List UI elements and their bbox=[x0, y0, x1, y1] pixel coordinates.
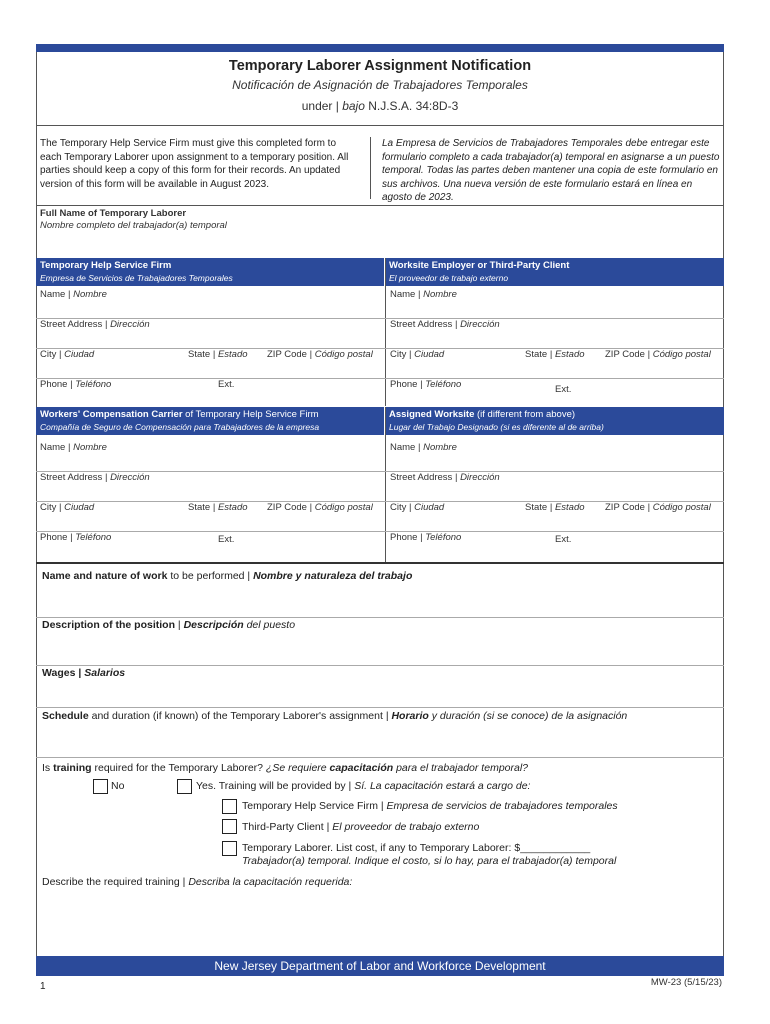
assigned-name-label-es: Nombre bbox=[423, 442, 457, 453]
training-thirdparty-label bbox=[242, 821, 479, 833]
describe-en: Describe the required training | bbox=[42, 876, 189, 888]
thsf-state-label-es: Estado bbox=[217, 349, 248, 360]
thsf-phone-label-es: Teléfono bbox=[75, 379, 112, 390]
field-divider bbox=[36, 757, 724, 758]
worksite-phone-label-en: Phone | bbox=[390, 379, 426, 390]
work-nature-label[interactable] bbox=[42, 570, 412, 582]
worksite-street-label[interactable] bbox=[390, 319, 500, 330]
describe-es: Describa la capacitación requerida: bbox=[188, 876, 353, 888]
form-title: Temporary Laborer Assignment Notification bbox=[228, 58, 532, 74]
training-yes-en: Yes. Training will be provided by | bbox=[196, 780, 355, 792]
work-nature-es: Nombre y naturaleza del trabajo bbox=[253, 570, 413, 582]
worksite-title bbox=[389, 260, 569, 271]
training-no-label: No bbox=[111, 780, 125, 792]
thsf-state-label[interactable] bbox=[188, 349, 248, 360]
assigned-street-label[interactable] bbox=[390, 472, 500, 483]
wcc-state-label[interactable] bbox=[188, 502, 248, 513]
thsf-state-label-en: State | bbox=[188, 349, 218, 360]
worksite-city-label[interactable] bbox=[390, 349, 444, 360]
training-q-pre: Is bbox=[42, 762, 54, 774]
thsf-phone-label-en: Phone | bbox=[40, 379, 76, 390]
wcc-title bbox=[40, 409, 319, 420]
wages-es: Salarios bbox=[84, 667, 126, 679]
statute-under-en: under | bbox=[301, 99, 343, 113]
wcc-city-label-es: Ciudad bbox=[64, 502, 95, 513]
field-divider bbox=[36, 707, 724, 708]
wages-label[interactable] bbox=[42, 667, 125, 679]
worksite-phone-label[interactable] bbox=[390, 379, 461, 390]
thsf-city-label[interactable] bbox=[40, 349, 94, 360]
assigned-street-label-en: Street Address | bbox=[390, 472, 461, 483]
assigned-section-header bbox=[385, 407, 724, 435]
wcc-city-label[interactable] bbox=[40, 502, 94, 513]
wcc-state-label-es: Estado bbox=[217, 502, 248, 513]
wcc-street-label[interactable] bbox=[40, 472, 150, 483]
statute-under-es: bajo bbox=[342, 99, 365, 113]
wcc-street-label-es: Dirección bbox=[110, 472, 150, 483]
statute-line bbox=[36, 99, 724, 113]
opt1-en: Temporary Help Service Firm | bbox=[242, 800, 387, 812]
assigned-title-rest: (if different from above) bbox=[474, 409, 576, 420]
opt3-es: Trabajador(a) temporal. Indique el costo, si lo hay, para el trabajador(a) temporal bbox=[242, 855, 617, 867]
thsf-phone-label[interactable] bbox=[40, 379, 111, 390]
wcc-name-label-es: Nombre bbox=[73, 442, 107, 453]
desc-es-rest: del puesto bbox=[243, 619, 296, 631]
thsf-zip-label[interactable] bbox=[267, 349, 373, 360]
wcc-phone-label[interactable] bbox=[40, 532, 111, 543]
training-question bbox=[42, 762, 528, 774]
wages-en: Wages | bbox=[42, 667, 85, 679]
describe-training-label[interactable] bbox=[42, 876, 352, 888]
worksite-subtitle: El proveedor de trabajo externo bbox=[389, 273, 509, 283]
full-name-label-es-text: Nombre completo del trabajador(a) temporal bbox=[40, 220, 227, 231]
assigned-state-label-en: State | bbox=[525, 502, 555, 513]
wcc-ext-label[interactable]: Ext. bbox=[218, 534, 235, 545]
work-nature-en-rest: to be performed | bbox=[167, 570, 254, 582]
thsf-name-label-es: Nombre bbox=[73, 289, 107, 300]
assigned-name-label-en: Name | bbox=[390, 442, 424, 453]
training-thirdparty-checkbox[interactable] bbox=[222, 819, 237, 834]
divider bbox=[36, 205, 724, 206]
assigned-city-label-es: Ciudad bbox=[414, 502, 445, 513]
full-name-label bbox=[40, 208, 186, 219]
training-q-bold: training bbox=[53, 762, 92, 774]
divider bbox=[36, 125, 724, 126]
assigned-phone-label[interactable] bbox=[390, 532, 461, 543]
thsf-title-bold: Temporary Help Service Firm bbox=[40, 260, 172, 271]
assigned-state-label[interactable] bbox=[525, 502, 585, 513]
position-description-label[interactable] bbox=[42, 619, 295, 631]
desc-en-bold: Description of the position bbox=[42, 619, 175, 631]
wcc-zip-label[interactable] bbox=[267, 502, 373, 513]
wcc-zip-label-es: Código postal bbox=[314, 502, 373, 513]
field-divider bbox=[36, 617, 724, 618]
assigned-state-label-es: Estado bbox=[554, 502, 585, 513]
wcc-title-rest: of Temporary Help Service Firm bbox=[182, 409, 319, 420]
thsf-zip-label-es: Código postal bbox=[314, 349, 373, 360]
desc-sep: | bbox=[175, 619, 184, 631]
thsf-name-label-en: Name | bbox=[40, 289, 74, 300]
assigned-subtitle: Lugar del Trabajo Designado (si es diferente al de arriba) bbox=[389, 422, 604, 432]
worksite-state-label-es: Estado bbox=[554, 349, 585, 360]
training-q-es-bold: capacitación bbox=[329, 762, 394, 774]
section-divider bbox=[36, 562, 724, 564]
sched-en-bold: Schedule bbox=[42, 710, 89, 722]
wcc-section-header bbox=[36, 407, 384, 435]
worksite-street-label-es: Dirección bbox=[460, 319, 500, 330]
training-no-checkbox[interactable] bbox=[93, 779, 108, 794]
assigned-ext-label[interactable]: Ext. bbox=[555, 534, 572, 545]
column-divider bbox=[385, 407, 386, 562]
agency-footer: New Jersey Department of Labor and Workforce Development bbox=[36, 956, 724, 976]
desc-es-bold: Descripción bbox=[183, 619, 244, 631]
wcc-phone-label-en: Phone | bbox=[40, 532, 76, 543]
assigned-zip-label-en: ZIP Code | bbox=[605, 502, 653, 513]
thsf-section-header bbox=[36, 258, 384, 286]
thsf-zip-label-en: ZIP Code | bbox=[267, 349, 315, 360]
wcc-city-label-en: City | bbox=[40, 502, 65, 513]
wcc-state-label-en: State | bbox=[188, 502, 218, 513]
assigned-zip-label[interactable] bbox=[605, 502, 711, 513]
opt1-es: Empresa de servicios de trabajadores temporales bbox=[386, 800, 618, 812]
assigned-city-label-en: City | bbox=[390, 502, 415, 513]
worksite-section-header bbox=[385, 258, 724, 286]
training-yes-checkbox[interactable] bbox=[177, 779, 192, 794]
opt2-es: El proveedor de trabajo externo bbox=[332, 821, 480, 833]
assigned-phone-label-en: Phone | bbox=[390, 532, 426, 543]
intro-spanish: La Empresa de Servicios de Trabajadores Temporales debe entregar este formulario completo a cada trabajador(a) temporal en asignarse a un puesto temporal. Todas las partes deben mantener una copia de este formulario en sus archivos. Una nueva versión de este formulario estará en línea en agosto de 2023. bbox=[382, 138, 720, 203]
training-laborer-checkbox[interactable] bbox=[222, 841, 237, 856]
full-name-label-es bbox=[40, 220, 227, 231]
training-thsf-label bbox=[242, 800, 618, 812]
assigned-zip-label-es: Código postal bbox=[652, 502, 711, 513]
sched-es-rest: y duración (si se conoce) de la asignación bbox=[428, 710, 628, 722]
thsf-street-label-es: Dirección bbox=[110, 319, 150, 330]
training-yes-label bbox=[196, 780, 530, 792]
wcc-zip-label-en: ZIP Code | bbox=[267, 502, 315, 513]
wcc-name-label-en: Name | bbox=[40, 442, 74, 453]
worksite-street-label-en: Street Address | bbox=[390, 319, 461, 330]
training-laborer-label: Temporary Laborer. List cost, if any to Temporary Laborer: $____________ bbox=[242, 842, 591, 854]
thsf-subtitle: Empresa de Servicios de Trabajadores Temporales bbox=[40, 273, 233, 283]
training-q-es-rest: para el trabajador temporal? bbox=[393, 762, 529, 774]
worksite-name-label-en: Name | bbox=[390, 289, 424, 300]
thsf-city-label-es: Ciudad bbox=[64, 349, 95, 360]
full-name-label-en: Full Name of Temporary Laborer bbox=[40, 208, 187, 219]
sched-en-rest: and duration (if known) of the Temporary Laborer's assignment | bbox=[88, 710, 392, 722]
sched-es-bold: Horario bbox=[391, 710, 429, 722]
schedule-label[interactable] bbox=[42, 710, 627, 722]
form-number: MW-23 (5/15/23) bbox=[650, 977, 722, 988]
wcc-subtitle: Compañía de Seguro de Compensación para Trabajadores de la empresa bbox=[40, 422, 320, 432]
page-number: 1 bbox=[40, 981, 46, 992]
worksite-state-label-en: State | bbox=[525, 349, 555, 360]
assigned-city-label[interactable] bbox=[390, 502, 444, 513]
training-thsf-checkbox[interactable] bbox=[222, 799, 237, 814]
training-q-es-pre: ¿Se requiere bbox=[265, 762, 330, 774]
thsf-title bbox=[40, 260, 171, 271]
full-name-field[interactable] bbox=[36, 232, 724, 233]
field-divider bbox=[36, 665, 724, 666]
wcc-street-label-en: Street Address | bbox=[40, 472, 111, 483]
training-laborer-label-es bbox=[242, 855, 616, 867]
worksite-city-label-en: City | bbox=[390, 349, 415, 360]
worksite-phone-label-es: Teléfono bbox=[425, 379, 462, 390]
worksite-name-label[interactable] bbox=[390, 289, 457, 300]
statute-citation: N.J.S.A. 34:8D-3 bbox=[364, 99, 459, 113]
assigned-name-label[interactable] bbox=[390, 442, 457, 453]
column-divider bbox=[385, 258, 386, 406]
worksite-zip-label[interactable] bbox=[605, 349, 711, 360]
intro-english: The Temporary Help Service Firm must give this completed form to each Temporary Laborer upon assignment to a temporary position. All parties should keep a copy of this form for their records. An updated version of this form will be available in August 2023. bbox=[40, 138, 349, 190]
top-accent-bar bbox=[36, 44, 724, 52]
worksite-name-label-es: Nombre bbox=[423, 289, 457, 300]
worksite-title-bold: Worksite Employer or Third-Party Client bbox=[389, 260, 570, 271]
thsf-street-label[interactable] bbox=[40, 319, 150, 330]
worksite-zip-label-en: ZIP Code | bbox=[605, 349, 653, 360]
opt2-en: Third-Party Client | bbox=[242, 821, 333, 833]
training-yes-es: Sí. La capacitación estará a cargo de: bbox=[354, 780, 531, 792]
wcc-title-bold: Workers' Compensation Carrier bbox=[40, 409, 183, 420]
thsf-street-label-en: Street Address | bbox=[40, 319, 111, 330]
intro-divider bbox=[370, 137, 371, 199]
thsf-city-label-en: City | bbox=[40, 349, 65, 360]
assigned-phone-label-es: Teléfono bbox=[425, 532, 462, 543]
worksite-ext-label[interactable]: Ext. bbox=[555, 384, 572, 395]
thsf-name-label[interactable] bbox=[40, 289, 107, 300]
assigned-street-label-es: Dirección bbox=[460, 472, 500, 483]
assigned-title bbox=[389, 409, 575, 420]
worksite-state-label[interactable] bbox=[525, 349, 585, 360]
work-nature-en-bold: Name and nature of work bbox=[42, 570, 168, 582]
assigned-title-bold: Assigned Worksite bbox=[389, 409, 475, 420]
form-subtitle: Notificación de Asignación de Trabajadores Temporales bbox=[232, 78, 528, 92]
training-q-rest: required for the Temporary Laborer? bbox=[91, 762, 266, 774]
thsf-ext-label[interactable]: Ext. bbox=[218, 379, 235, 390]
wcc-name-label[interactable] bbox=[40, 442, 107, 453]
worksite-city-label-es: Ciudad bbox=[414, 349, 445, 360]
worksite-zip-label-es: Código postal bbox=[652, 349, 711, 360]
wcc-phone-label-es: Teléfono bbox=[75, 532, 112, 543]
